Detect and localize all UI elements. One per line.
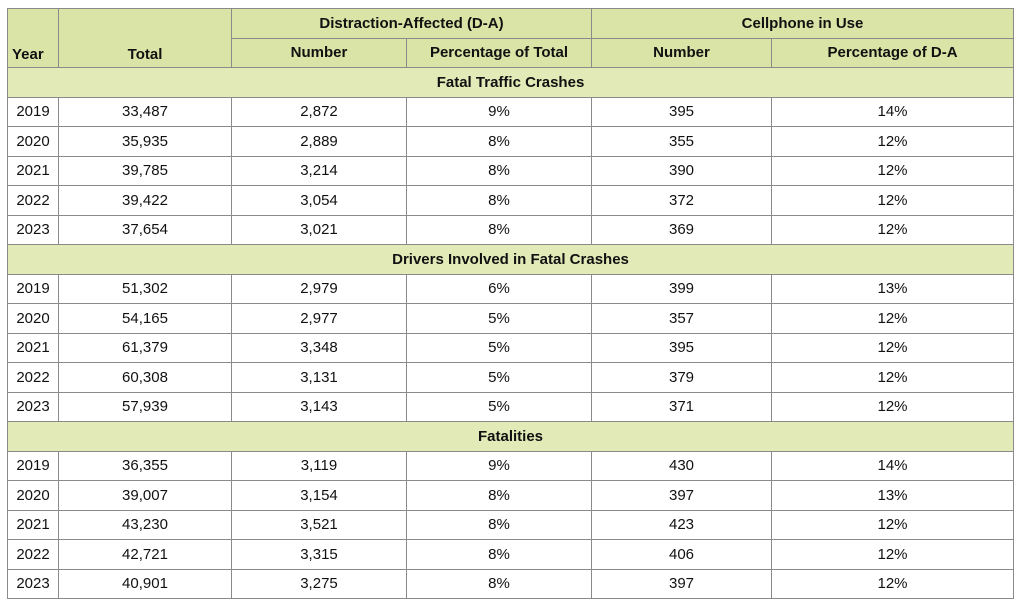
header-distraction-affected: Distraction-Affected (D-A) bbox=[232, 9, 592, 39]
cp-percentage-cell: 13% bbox=[772, 481, 1014, 511]
cp-number-cell: 430 bbox=[592, 451, 772, 481]
cp-percentage-cell: 14% bbox=[772, 451, 1014, 481]
table-row bbox=[8, 274, 1014, 304]
header-da-number: Number bbox=[232, 38, 407, 68]
cp-percentage-cell: 12% bbox=[772, 156, 1014, 186]
da-number-cell: 3,315 bbox=[232, 540, 407, 570]
da-percentage-cell: 8% bbox=[407, 186, 592, 216]
da-percentage-cell: 9% bbox=[407, 97, 592, 127]
da-number-cell: 2,979 bbox=[232, 274, 407, 304]
total-cell: 39,422 bbox=[59, 186, 232, 216]
table-row bbox=[8, 304, 1014, 334]
section-title: Fatalities bbox=[8, 422, 1014, 452]
total-cell: 36,355 bbox=[59, 451, 232, 481]
cp-number-cell: 395 bbox=[592, 97, 772, 127]
cp-number-cell: 369 bbox=[592, 215, 772, 245]
da-percentage-cell: 8% bbox=[407, 510, 592, 540]
cp-number-cell: 390 bbox=[592, 156, 772, 186]
header-cellphone-in-use: Cellphone in Use bbox=[592, 9, 1014, 39]
table-row bbox=[8, 215, 1014, 245]
table-row bbox=[8, 127, 1014, 157]
total-cell: 51,302 bbox=[59, 274, 232, 304]
year-cell: 2020 bbox=[8, 481, 59, 511]
cp-number-cell: 395 bbox=[592, 333, 772, 363]
total-cell: 57,939 bbox=[59, 392, 232, 422]
cp-percentage-cell: 12% bbox=[772, 127, 1014, 157]
table-row bbox=[8, 186, 1014, 216]
total-cell: 40,901 bbox=[59, 569, 232, 599]
year-cell: 2019 bbox=[8, 274, 59, 304]
year-cell: 2021 bbox=[8, 156, 59, 186]
da-percentage-cell: 8% bbox=[407, 156, 592, 186]
cp-number-cell: 423 bbox=[592, 510, 772, 540]
header-row-1 bbox=[8, 9, 1014, 39]
cp-percentage-cell: 12% bbox=[772, 333, 1014, 363]
da-percentage-cell: 5% bbox=[407, 333, 592, 363]
da-number-cell: 3,154 bbox=[232, 481, 407, 511]
cp-number-cell: 357 bbox=[592, 304, 772, 334]
cp-percentage-cell: 12% bbox=[772, 392, 1014, 422]
total-cell: 39,007 bbox=[59, 481, 232, 511]
table-row bbox=[8, 392, 1014, 422]
da-percentage-cell: 5% bbox=[407, 304, 592, 334]
year-cell: 2020 bbox=[8, 127, 59, 157]
da-number-cell: 2,977 bbox=[232, 304, 407, 334]
header-cp-percentage: Percentage of D-A bbox=[772, 38, 1014, 68]
table-row bbox=[8, 540, 1014, 570]
cp-percentage-cell: 12% bbox=[772, 363, 1014, 393]
header-da-percentage: Percentage of Total bbox=[407, 38, 592, 68]
table-body bbox=[8, 68, 1014, 599]
cp-percentage-cell: 12% bbox=[772, 569, 1014, 599]
total-cell: 37,654 bbox=[59, 215, 232, 245]
cp-percentage-cell: 14% bbox=[772, 97, 1014, 127]
table-row bbox=[8, 156, 1014, 186]
header-cp-number: Number bbox=[592, 38, 772, 68]
year-cell: 2023 bbox=[8, 392, 59, 422]
da-number-cell: 3,143 bbox=[232, 392, 407, 422]
year-cell: 2022 bbox=[8, 186, 59, 216]
total-cell: 39,785 bbox=[59, 156, 232, 186]
total-cell: 35,935 bbox=[59, 127, 232, 157]
da-number-cell: 2,889 bbox=[232, 127, 407, 157]
year-cell: 2021 bbox=[8, 333, 59, 363]
da-number-cell: 3,521 bbox=[232, 510, 407, 540]
year-cell: 2022 bbox=[8, 363, 59, 393]
cp-number-cell: 372 bbox=[592, 186, 772, 216]
da-number-cell: 3,119 bbox=[232, 451, 407, 481]
total-cell: 43,230 bbox=[59, 510, 232, 540]
cp-percentage-cell: 12% bbox=[772, 304, 1014, 334]
da-percentage-cell: 5% bbox=[407, 363, 592, 393]
section-title: Drivers Involved in Fatal Crashes bbox=[8, 245, 1014, 275]
total-cell: 60,308 bbox=[59, 363, 232, 393]
section-header-row bbox=[8, 245, 1014, 275]
cp-percentage-cell: 13% bbox=[772, 274, 1014, 304]
cp-number-cell: 406 bbox=[592, 540, 772, 570]
cp-number-cell: 397 bbox=[592, 569, 772, 599]
section-title: Fatal Traffic Crashes bbox=[8, 68, 1014, 98]
da-number-cell: 3,131 bbox=[232, 363, 407, 393]
total-cell: 33,487 bbox=[59, 97, 232, 127]
year-cell: 2020 bbox=[8, 304, 59, 334]
total-cell: 61,379 bbox=[59, 333, 232, 363]
cp-number-cell: 371 bbox=[592, 392, 772, 422]
table-row bbox=[8, 510, 1014, 540]
da-number-cell: 2,872 bbox=[232, 97, 407, 127]
year-cell: 2022 bbox=[8, 540, 59, 570]
year-cell: 2019 bbox=[8, 97, 59, 127]
da-number-cell: 3,275 bbox=[232, 569, 407, 599]
year-cell: 2019 bbox=[8, 451, 59, 481]
table-row bbox=[8, 481, 1014, 511]
da-percentage-cell: 9% bbox=[407, 451, 592, 481]
cp-percentage-cell: 12% bbox=[772, 186, 1014, 216]
da-percentage-cell: 6% bbox=[407, 274, 592, 304]
table-row bbox=[8, 363, 1014, 393]
cp-percentage-cell: 12% bbox=[772, 540, 1014, 570]
cp-number-cell: 355 bbox=[592, 127, 772, 157]
da-percentage-cell: 8% bbox=[407, 215, 592, 245]
cp-number-cell: 399 bbox=[592, 274, 772, 304]
table-row bbox=[8, 569, 1014, 599]
year-cell: 2023 bbox=[8, 215, 59, 245]
cp-number-cell: 397 bbox=[592, 481, 772, 511]
section-header-row bbox=[8, 422, 1014, 452]
cp-percentage-cell: 12% bbox=[772, 510, 1014, 540]
total-cell: 54,165 bbox=[59, 304, 232, 334]
da-percentage-cell: 5% bbox=[407, 392, 592, 422]
da-percentage-cell: 8% bbox=[407, 569, 592, 599]
da-percentage-cell: 8% bbox=[407, 127, 592, 157]
da-number-cell: 3,054 bbox=[232, 186, 407, 216]
year-cell: 2021 bbox=[8, 510, 59, 540]
year-cell: 2023 bbox=[8, 569, 59, 599]
distraction-data-table bbox=[7, 8, 1014, 599]
da-percentage-cell: 8% bbox=[407, 481, 592, 511]
table-row bbox=[8, 333, 1014, 363]
table-row bbox=[8, 97, 1014, 127]
total-cell: 42,721 bbox=[59, 540, 232, 570]
cp-percentage-cell: 12% bbox=[772, 215, 1014, 245]
table-row bbox=[8, 451, 1014, 481]
cp-number-cell: 379 bbox=[592, 363, 772, 393]
da-percentage-cell: 8% bbox=[407, 540, 592, 570]
header-total: Total bbox=[59, 9, 232, 68]
da-number-cell: 3,214 bbox=[232, 156, 407, 186]
da-number-cell: 3,348 bbox=[232, 333, 407, 363]
header-year: Year bbox=[8, 9, 59, 68]
section-header-row bbox=[8, 68, 1014, 98]
da-number-cell: 3,021 bbox=[232, 215, 407, 245]
